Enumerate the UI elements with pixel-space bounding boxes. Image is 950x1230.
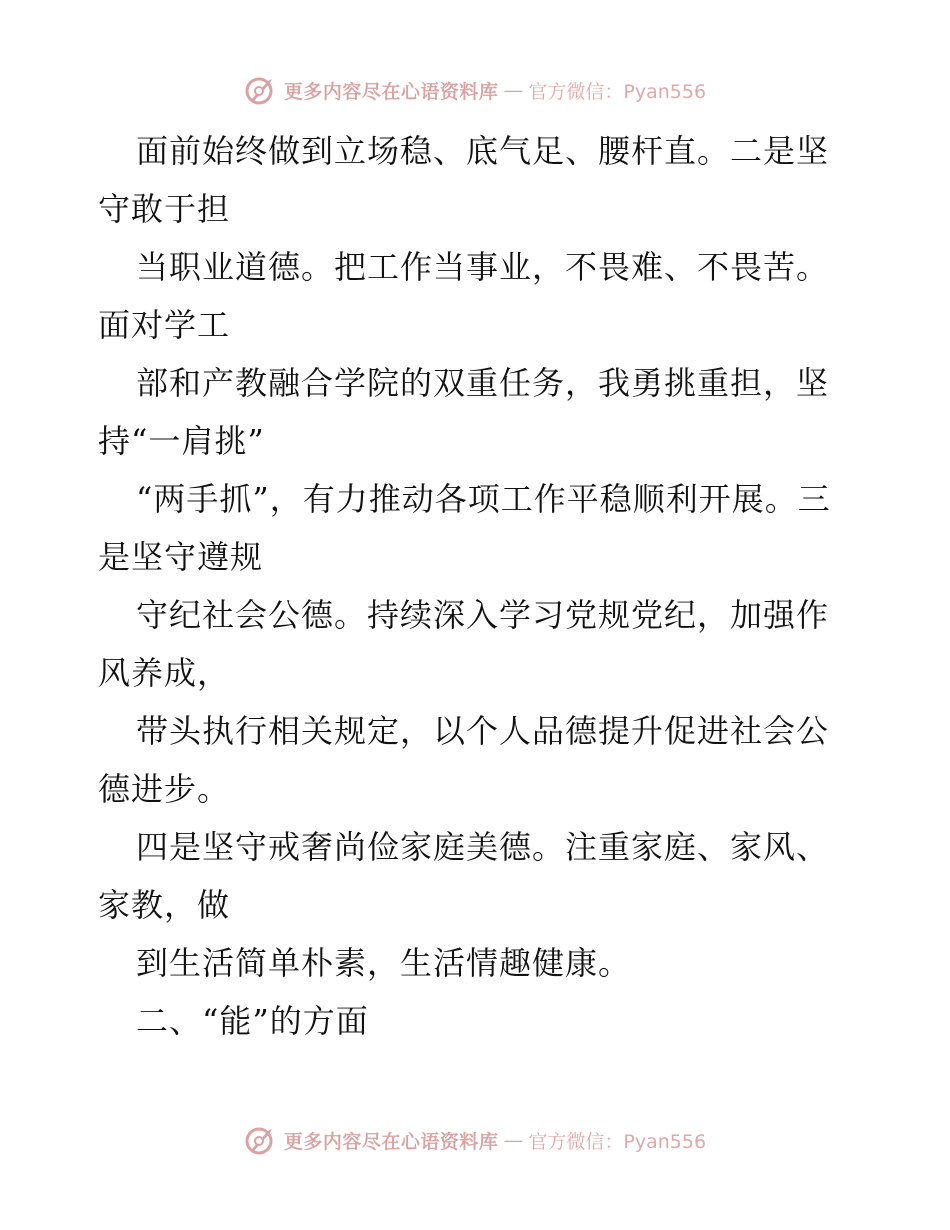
paragraph-1: 面前始终做到立场稳、底气足、腰杆直。二是坚守敢于担 xyxy=(98,132,830,228)
paragraph-7: 四是坚守戒奢尚俭家庭美德。注重家庭、家风、家教，做 xyxy=(98,828,830,924)
paragraph-3: 部和产教融合学院的双重任务，我勇挑重担，坚持“一肩挑” xyxy=(98,364,830,460)
watermark-separator: — xyxy=(504,1129,523,1150)
paragraph-5: 守纪社会公德。持续深入学习党规党纪，加强作风养成， xyxy=(98,596,830,692)
quill-logo-icon xyxy=(244,1123,278,1157)
watermark-separator: — xyxy=(504,79,523,100)
watermark-text: 更多内容尽在心语资料库 xyxy=(283,80,499,103)
paragraph-4: “两手抓”，有力推动各项工作平稳顺利开展。三是坚守遵规 xyxy=(98,480,831,576)
section-heading: 二、“能”的方面 xyxy=(136,1002,369,1040)
paragraph-6: 带头执行相关规定，以个人品德提升促进社会公德进步。 xyxy=(98,712,830,808)
paragraph-2: 当职业道德。把工作当事业，不畏难、不畏苦。面对学工 xyxy=(98,248,830,344)
footer-watermark xyxy=(0,1120,950,1160)
document-body xyxy=(98,122,853,1050)
watermark-subtext: 官方微信：Pyan556 xyxy=(528,1130,707,1153)
header-watermark xyxy=(0,70,950,110)
paragraph-8: 到生活简单朴素，生活情趣健康。 xyxy=(136,944,632,982)
watermark-text: 更多内容尽在心语资料库 xyxy=(283,1130,499,1153)
quill-logo-icon xyxy=(244,73,278,107)
watermark-subtext: 官方微信：Pyan556 xyxy=(528,80,707,103)
